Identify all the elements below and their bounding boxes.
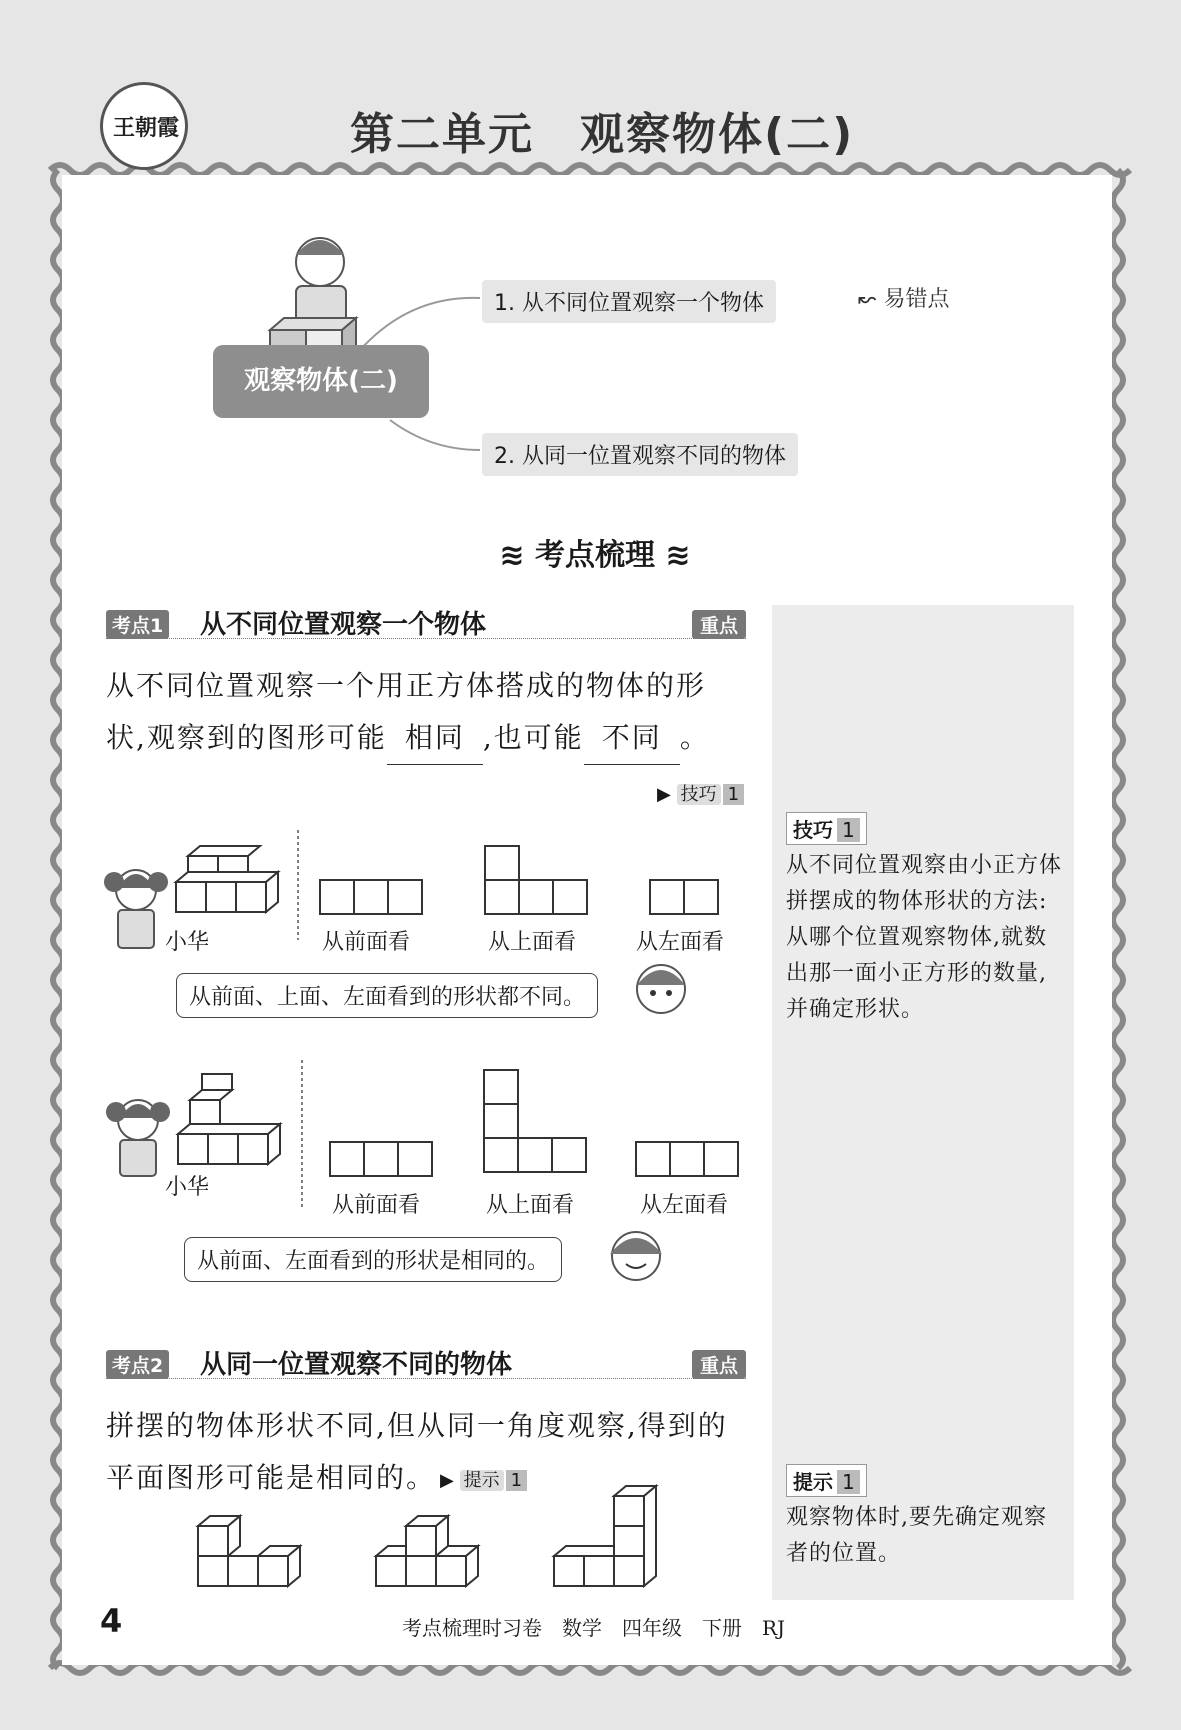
section-title: ≋ 考点梳理 ≋ [499, 538, 691, 573]
answer-blank-2: 不同 [584, 712, 680, 765]
kp1-text-part1: 状,观察到的图形可能 [106, 721, 387, 754]
keypoint-1-text-line2 [106, 712, 710, 765]
error-point-label: 易错点 [883, 287, 950, 312]
keypoint-1-tag: 考点1 [106, 610, 169, 639]
keypoint-1-header [106, 608, 746, 639]
tip-reference[interactable] [657, 780, 744, 806]
keypoint-2-tag: 考点2 [106, 1350, 169, 1379]
figure-2-view-front: 从前面看 [332, 1193, 421, 1218]
keypoint-2-text-line1: 拼摆的物体形状不同,但从同一角度观察,得到的 [106, 1409, 728, 1442]
tip-label-num: 1 [837, 818, 860, 842]
kp1-text-part3: 。 [679, 721, 710, 754]
tip-ref-pill: 技巧 [677, 784, 721, 805]
keypoint-2-cube-shapes [190, 1480, 690, 1595]
figure-2-person-name: 小华 [165, 1175, 210, 1200]
figure-1-view-left: 从左面看 [636, 930, 725, 955]
figure-2-view-top: 从上面看 [486, 1193, 575, 1218]
tip-ref-num: 1 [723, 784, 744, 805]
figure-1-view-front: 从前面看 [322, 930, 411, 955]
hint-ref-num: 1 [506, 1470, 527, 1491]
kp2-text-part: 平面图形可能是相同的。 [106, 1461, 437, 1494]
unit-title: 第二单元 观察物体(二) [350, 109, 855, 160]
tip-label-text: 技巧 [793, 818, 833, 842]
hint-label-text: 提示 [793, 1470, 833, 1494]
hint-ref-pill: 提示 [460, 1470, 504, 1491]
play-arrow-icon: ▶ [657, 784, 677, 805]
figure-1-view-top: 从上面看 [488, 930, 577, 955]
concept-map-branch-1: 1. 从不同位置观察一个物体 [482, 280, 776, 323]
play-arrow-icon: ▶ [440, 1470, 460, 1491]
sidebar-hint-label [786, 1464, 867, 1497]
boy-avatar [625, 955, 705, 1035]
sidebar-tip-text: 从不同位置观察由小正方体拼摆成的物体形状的方法:从哪个位置观察物体,就数出那一面小正方形的数量,并确定形状。 [786, 853, 1063, 1022]
sidebar-hint-text: 观察物体时,要先确定观察者的位置。 [786, 1505, 1047, 1566]
girl-avatar [596, 1220, 676, 1300]
hint-label-num: 1 [837, 1470, 860, 1494]
keypoint-2-title: 从同一位置观察不同的物体 [200, 1350, 513, 1380]
keypoint-1-text-line1: 从不同位置观察一个用正方体搭成的物体的形 [106, 669, 707, 702]
footer-text: 考点梳理时习卷 数学 四年级 下册 RJ [402, 1616, 786, 1640]
sidebar-panel [772, 605, 1074, 1600]
swirl-arrow-icon: ↜ [858, 287, 884, 312]
logo-text: 王朝霞 [112, 115, 179, 141]
answer-blank-1: 相同 [387, 712, 483, 765]
concept-map-branch-2: 2. 从同一位置观察不同的物体 [482, 433, 798, 476]
page-number: 4 [100, 1602, 123, 1640]
figure-1-person-name: 小华 [165, 930, 210, 955]
keypoint-1-title: 从不同位置观察一个物体 [200, 610, 487, 640]
figure-1-speech-bubble: 从前面、上面、左面看到的形状都不同。 [176, 973, 598, 1018]
keypoint-1-badge: 重点 [692, 610, 746, 639]
kp1-text-part2: ,也可能 [482, 721, 584, 754]
keypoint-2-badge: 重点 [692, 1350, 746, 1379]
keypoint-2-header [106, 1348, 746, 1379]
error-point-note [858, 282, 949, 313]
figure-2-view-left: 从左面看 [640, 1193, 729, 1218]
concept-map-center: 观察物体(二) [213, 345, 429, 418]
figure-2-speech-bubble: 从前面、左面看到的形状是相同的。 [184, 1237, 562, 1282]
sidebar-tip-label [786, 812, 867, 845]
